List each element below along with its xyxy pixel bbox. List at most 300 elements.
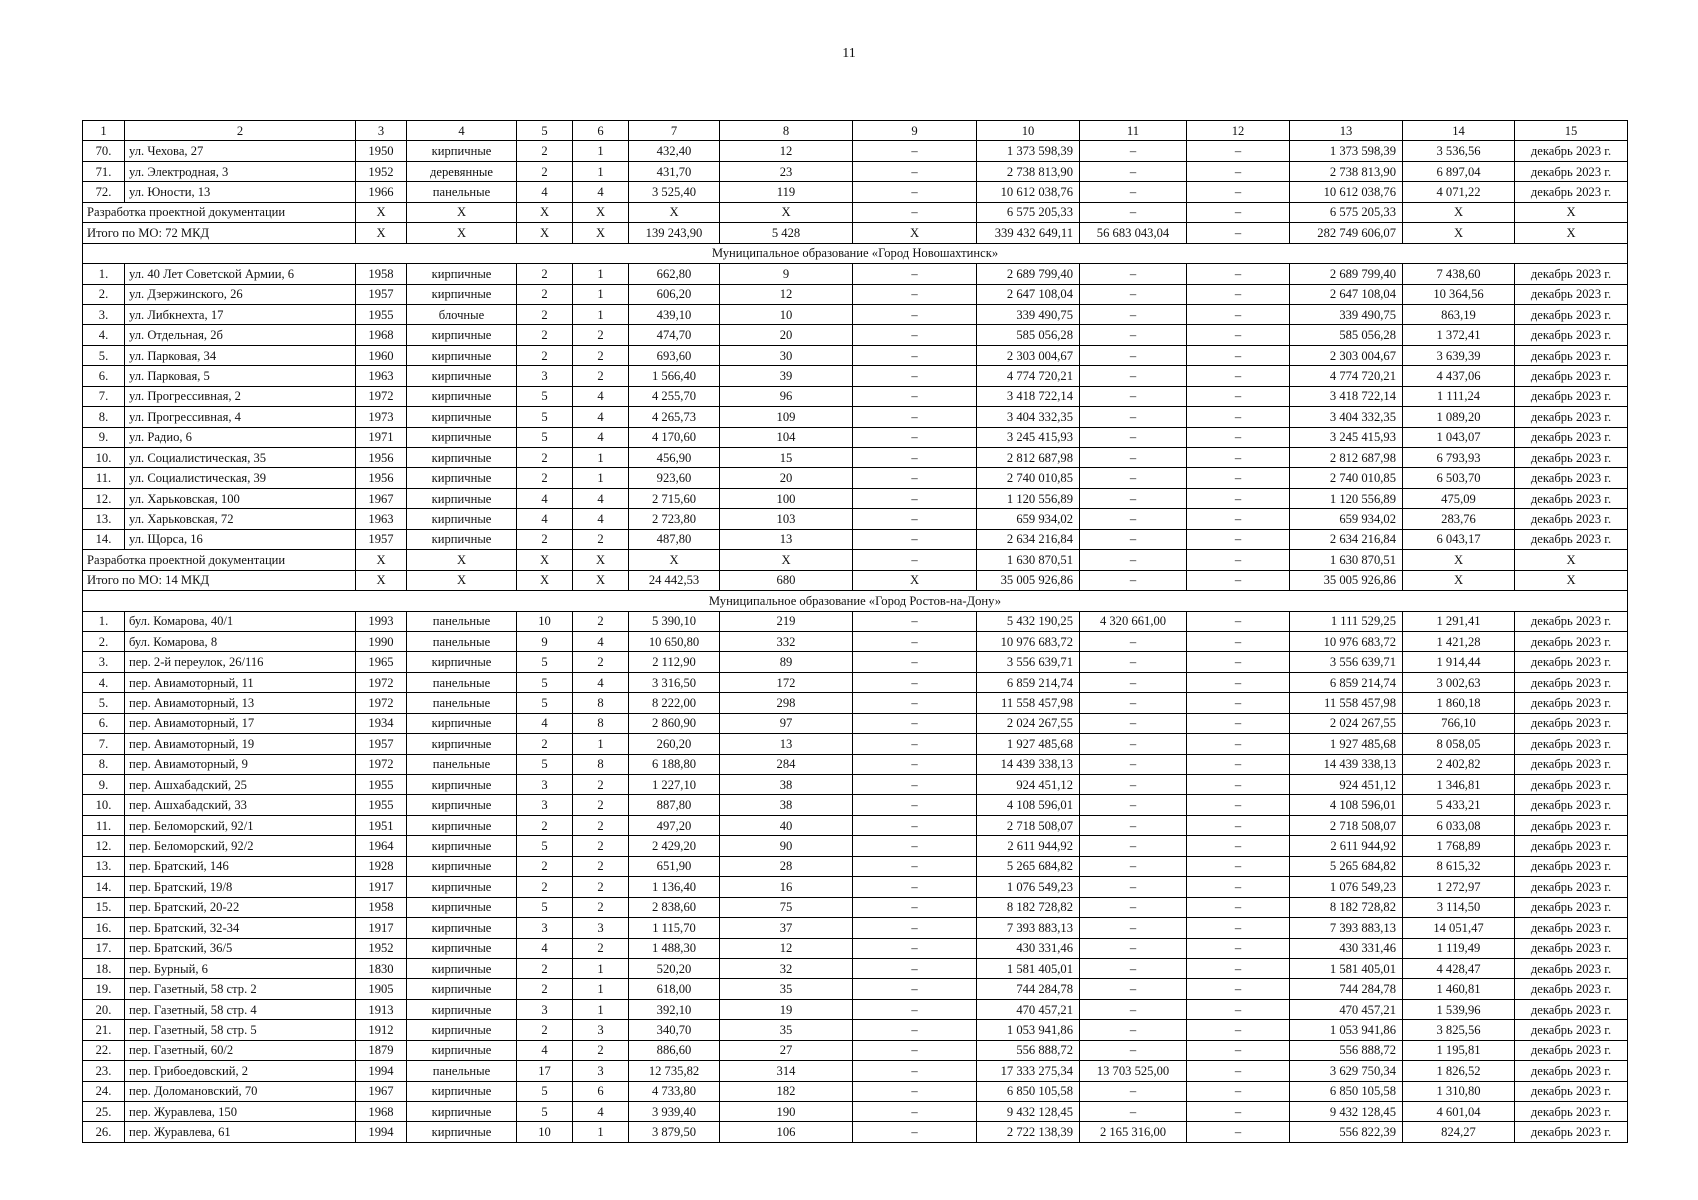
table-cell: –	[1080, 366, 1187, 386]
table-cell: декабрь 2023 г.	[1515, 631, 1628, 651]
table-cell: кирпичные	[407, 1020, 517, 1040]
table-cell: –	[1080, 897, 1187, 917]
table-row	[83, 938, 1628, 958]
table-cell: 3 879,50	[629, 1122, 720, 1142]
summary-cell: 6 575 205,33	[977, 202, 1080, 222]
table-row	[83, 734, 1628, 754]
table-cell: 1 927 485,68	[1290, 734, 1403, 754]
table-row	[83, 1061, 1628, 1081]
table-cell: –	[1187, 856, 1290, 876]
table-cell: декабрь 2023 г.	[1515, 958, 1628, 978]
table-row	[83, 161, 1628, 181]
table-cell: –	[1187, 1102, 1290, 1122]
table-cell: кирпичные	[407, 468, 517, 488]
table-cell: –	[1187, 999, 1290, 1019]
table-cell: 1	[573, 304, 629, 324]
table-cell: 1879	[356, 1040, 407, 1060]
table-cell: 2 024 267,55	[977, 713, 1080, 733]
table-cell: 744 284,78	[977, 979, 1080, 999]
table-cell: кирпичные	[407, 284, 517, 304]
table-cell: 17 333 275,34	[977, 1061, 1080, 1081]
table-row	[83, 672, 1628, 692]
table-cell: 2 740 010,85	[1290, 468, 1403, 488]
table-cell: –	[1080, 325, 1187, 345]
table-cell: 15.	[83, 897, 125, 917]
table-cell: 1990	[356, 631, 407, 651]
section-title: Муниципальное образование «Город Ростов-на-Дону»	[83, 591, 1628, 611]
table-cell: 606,20	[629, 284, 720, 304]
summary-cell: –	[1187, 223, 1290, 243]
table-cell: 1 914,44	[1403, 652, 1515, 672]
summary-label: Разработка проектной документации	[83, 550, 356, 570]
table-cell: 662,80	[629, 264, 720, 284]
table-cell: 339 490,75	[977, 304, 1080, 324]
table-cell: 5	[517, 427, 573, 447]
table-cell: 432,40	[629, 141, 720, 161]
table-cell: пер. Беломорский, 92/1	[125, 815, 356, 835]
summary-label: Итого по МО: 14 МКД	[83, 570, 356, 590]
table-cell: пер. Журавлева, 150	[125, 1102, 356, 1122]
table-cell: 1 272,97	[1403, 877, 1515, 897]
table-cell: ул. Прогрессивная, 2	[125, 386, 356, 406]
table-cell: ул. Радио, 6	[125, 427, 356, 447]
table-cell: пер. Беломорский, 92/2	[125, 836, 356, 856]
table-cell: пер. Братский, 36/5	[125, 938, 356, 958]
table-cell: –	[853, 345, 977, 365]
table-cell: –	[1187, 836, 1290, 856]
table-cell: 4	[573, 386, 629, 406]
table-cell: 1 136,40	[629, 877, 720, 897]
table-cell: кирпичные	[407, 815, 517, 835]
table-row	[83, 693, 1628, 713]
table-cell: 1 860,18	[1403, 693, 1515, 713]
table-cell: –	[1080, 182, 1187, 202]
summary-cell: X	[1403, 223, 1515, 243]
table-cell: 283,76	[1403, 509, 1515, 529]
table-cell: 1	[573, 161, 629, 181]
table-cell: бул. Комарова, 8	[125, 631, 356, 651]
table-cell: 10 612 038,76	[977, 182, 1080, 202]
table-cell: 97	[720, 713, 853, 733]
table-cell: 28	[720, 856, 853, 876]
table-cell: 260,20	[629, 734, 720, 754]
table-cell: 651,90	[629, 856, 720, 876]
table-cell: 6 859 214,74	[977, 672, 1080, 692]
table-cell: 1967	[356, 488, 407, 508]
table-row	[83, 877, 1628, 897]
table-cell: 18.	[83, 958, 125, 978]
table-cell: 10	[517, 611, 573, 631]
table-cell: 1 768,89	[1403, 836, 1515, 856]
table-cell: –	[1080, 734, 1187, 754]
table-cell: 1965	[356, 652, 407, 672]
table-cell: –	[853, 611, 977, 631]
table-cell: 26.	[83, 1122, 125, 1142]
table-cell: декабрь 2023 г.	[1515, 182, 1628, 202]
table-cell: 3 536,56	[1403, 141, 1515, 161]
table-cell: 20	[720, 468, 853, 488]
table-cell: ул. Парковая, 5	[125, 366, 356, 386]
summary-cell: –	[853, 550, 977, 570]
table-cell: 32	[720, 958, 853, 978]
table-cell: кирпичные	[407, 264, 517, 284]
table-cell: кирпичные	[407, 1122, 517, 1142]
table-cell: 3	[517, 366, 573, 386]
table-cell: декабрь 2023 г.	[1515, 325, 1628, 345]
table-cell: –	[1187, 161, 1290, 181]
table-cell: –	[1187, 979, 1290, 999]
table-cell: 392,10	[629, 999, 720, 1019]
table-cell: декабрь 2023 г.	[1515, 529, 1628, 549]
table-cell: ул. 40 Лет Советской Армии, 6	[125, 264, 356, 284]
summary-cell: X	[517, 223, 573, 243]
table-cell: декабрь 2023 г.	[1515, 1122, 1628, 1142]
table-cell: 1912	[356, 1020, 407, 1040]
table-cell: 14 439 338,13	[977, 754, 1080, 774]
summary-cell: –	[853, 202, 977, 222]
column-number-cell: 3	[356, 121, 407, 141]
table-row	[83, 918, 1628, 938]
table-cell: –	[853, 1102, 977, 1122]
column-number-cell: 6	[573, 121, 629, 141]
table-cell: 497,20	[629, 815, 720, 835]
column-number-row	[83, 121, 1628, 141]
table-cell: 1958	[356, 264, 407, 284]
summary-label: Разработка проектной документации	[83, 202, 356, 222]
table-cell: 1955	[356, 304, 407, 324]
table-cell: –	[853, 468, 977, 488]
table-cell: 11 558 457,98	[1290, 693, 1403, 713]
table-cell: –	[853, 652, 977, 672]
table-row	[83, 529, 1628, 549]
table-cell: кирпичные	[407, 734, 517, 754]
table-cell: –	[1187, 264, 1290, 284]
table-cell: 7 438,60	[1403, 264, 1515, 284]
table-cell: –	[1187, 345, 1290, 365]
table-cell: 1 927 485,68	[977, 734, 1080, 754]
table-cell: 1	[573, 734, 629, 754]
table-cell: –	[853, 938, 977, 958]
summary-cell: 282 749 606,07	[1290, 223, 1403, 243]
table-cell: декабрь 2023 г.	[1515, 284, 1628, 304]
table-cell: 1968	[356, 1102, 407, 1122]
table-cell: –	[1080, 1081, 1187, 1101]
table-cell: 2	[517, 161, 573, 181]
table-cell: 2	[517, 325, 573, 345]
table-cell: 659 934,02	[977, 509, 1080, 529]
table-cell: 25.	[83, 1102, 125, 1122]
table-cell: 1957	[356, 529, 407, 549]
table-cell: 887,80	[629, 795, 720, 815]
table-cell: 96	[720, 386, 853, 406]
table-cell: 1 076 549,23	[1290, 877, 1403, 897]
table-cell: –	[1080, 304, 1187, 324]
table-cell: кирпичные	[407, 836, 517, 856]
table-cell: 103	[720, 509, 853, 529]
table-row	[83, 979, 1628, 999]
table-cell: –	[1187, 631, 1290, 651]
table-cell: декабрь 2023 г.	[1515, 856, 1628, 876]
table-cell: 2	[573, 856, 629, 876]
table-cell: 35	[720, 1020, 853, 1040]
table-cell: 6 188,80	[629, 754, 720, 774]
summary-cell: 35 005 926,86	[977, 570, 1080, 590]
summary-cell: X	[573, 570, 629, 590]
table-cell: панельные	[407, 672, 517, 692]
summary-cell: –	[1080, 550, 1187, 570]
table-cell: 470 457,21	[1290, 999, 1403, 1019]
table-cell: 12.	[83, 488, 125, 508]
table-cell: –	[853, 877, 977, 897]
table-cell: 1952	[356, 938, 407, 958]
table-cell: 10	[720, 304, 853, 324]
table-cell: пер. Авиамоторный, 9	[125, 754, 356, 774]
table-cell: декабрь 2023 г.	[1515, 468, 1628, 488]
summary-cell: 6 575 205,33	[1290, 202, 1403, 222]
table-cell: 5 390,10	[629, 611, 720, 631]
table-cell: 659 934,02	[1290, 509, 1403, 529]
section-title-row	[83, 591, 1628, 611]
table-cell: декабрь 2023 г.	[1515, 754, 1628, 774]
table-cell: –	[1187, 141, 1290, 161]
table-cell: 2	[573, 775, 629, 795]
table-cell: 556 888,72	[1290, 1040, 1403, 1060]
table-cell: 585 056,28	[977, 325, 1080, 345]
table-cell: 1972	[356, 693, 407, 713]
table-cell: –	[1080, 754, 1187, 774]
table-cell: 8 182 728,82	[1290, 897, 1403, 917]
table-row	[83, 775, 1628, 795]
table-cell: 4 071,22	[1403, 182, 1515, 202]
table-cell: 1	[573, 468, 629, 488]
table-cell: 5	[517, 672, 573, 692]
table-cell: 2 718 508,07	[1290, 815, 1403, 835]
column-number-cell: 8	[720, 121, 853, 141]
table-cell: 6.	[83, 713, 125, 733]
table-cell: 4	[573, 488, 629, 508]
table-cell: 2 812 687,98	[1290, 448, 1403, 468]
table-cell: 585 056,28	[1290, 325, 1403, 345]
table-cell: 1 372,41	[1403, 325, 1515, 345]
table-cell: 89	[720, 652, 853, 672]
table-cell: декабрь 2023 г.	[1515, 141, 1628, 161]
table-cell: 10 650,80	[629, 631, 720, 651]
table-cell: 104	[720, 427, 853, 447]
table-cell: декабрь 2023 г.	[1515, 611, 1628, 631]
table-cell: 439,10	[629, 304, 720, 324]
table-cell: 3	[517, 918, 573, 938]
table-cell: 1 195,81	[1403, 1040, 1515, 1060]
table-row	[83, 815, 1628, 835]
table-cell: 8 058,05	[1403, 734, 1515, 754]
table-cell: –	[1187, 1040, 1290, 1060]
table-cell: –	[853, 448, 977, 468]
table-cell: 1 310,80	[1403, 1081, 1515, 1101]
table-cell: кирпичные	[407, 529, 517, 549]
table-cell: кирпичные	[407, 488, 517, 508]
table-cell: 2 722 138,39	[977, 1122, 1080, 1142]
table-cell: –	[853, 918, 977, 938]
table-cell: 6 897,04	[1403, 161, 1515, 181]
summary-cell: –	[1187, 202, 1290, 222]
summary-cell: 1 630 870,51	[977, 550, 1080, 570]
table-cell: 14.	[83, 877, 125, 897]
table-cell: 22.	[83, 1040, 125, 1060]
table-cell: –	[1080, 815, 1187, 835]
table-cell: 1 119,49	[1403, 938, 1515, 958]
table-cell: 3	[573, 1020, 629, 1040]
table-cell: 2	[517, 304, 573, 324]
table-cell: 4 601,04	[1403, 1102, 1515, 1122]
table-cell: 1 043,07	[1403, 427, 1515, 447]
table-cell: 2	[573, 1040, 629, 1060]
table-cell: 1913	[356, 999, 407, 1019]
table-cell: 1972	[356, 672, 407, 692]
table-cell: панельные	[407, 611, 517, 631]
table-cell: 7.	[83, 386, 125, 406]
column-number-cell: 7	[629, 121, 720, 141]
table-cell: 1956	[356, 448, 407, 468]
table-cell: 16.	[83, 918, 125, 938]
table-cell: –	[1080, 999, 1187, 1019]
table-cell: –	[1080, 264, 1187, 284]
table-row	[83, 713, 1628, 733]
table-cell: ул. Харьковская, 72	[125, 509, 356, 529]
table-cell: 824,27	[1403, 1122, 1515, 1142]
table-cell: 2 112,90	[629, 652, 720, 672]
table-cell: 1 826,52	[1403, 1061, 1515, 1081]
table-cell: 4 265,73	[629, 407, 720, 427]
table-cell: 2	[517, 877, 573, 897]
table-cell: –	[853, 182, 977, 202]
table-cell: блочные	[407, 304, 517, 324]
table-cell: 4	[517, 509, 573, 529]
table-cell: 766,10	[1403, 713, 1515, 733]
table-cell: 9.	[83, 427, 125, 447]
table-cell: 1 421,28	[1403, 631, 1515, 651]
table-cell: –	[853, 509, 977, 529]
table-row	[83, 141, 1628, 161]
table-cell: 4 320 661,00	[1080, 611, 1187, 631]
table-cell: 1 053 941,86	[977, 1020, 1080, 1040]
table-cell: 4 108 596,01	[1290, 795, 1403, 815]
table-cell: –	[1080, 775, 1187, 795]
table-cell: 556 822,39	[1290, 1122, 1403, 1142]
column-number-cell: 15	[1515, 121, 1628, 141]
table-cell: 8.	[83, 754, 125, 774]
table-cell: –	[1187, 325, 1290, 345]
table-cell: панельные	[407, 182, 517, 202]
table-cell: 12 735,82	[629, 1061, 720, 1081]
summary-cell: X	[853, 223, 977, 243]
table-cell: 430 331,46	[1290, 938, 1403, 958]
table-cell: пер. Братский, 20-22	[125, 897, 356, 917]
table-cell: декабрь 2023 г.	[1515, 345, 1628, 365]
summary-cell: X	[629, 202, 720, 222]
table-cell: бул. Комарова, 40/1	[125, 611, 356, 631]
column-number-cell: 4	[407, 121, 517, 141]
table-cell: 2 024 267,55	[1290, 713, 1403, 733]
table-cell: 4	[517, 1040, 573, 1060]
table-cell: 4	[517, 938, 573, 958]
table-cell: –	[853, 1020, 977, 1040]
table-cell: 1 539,96	[1403, 999, 1515, 1019]
table-cell: 2	[517, 345, 573, 365]
table-cell: декабрь 2023 г.	[1515, 693, 1628, 713]
table-cell: 6 503,70	[1403, 468, 1515, 488]
table-cell: кирпичные	[407, 775, 517, 795]
table-cell: 4 428,47	[1403, 958, 1515, 978]
table-cell: –	[853, 734, 977, 754]
table-cell: 5 265 684,82	[1290, 856, 1403, 876]
summary-cell: 56 683 043,04	[1080, 223, 1187, 243]
table-cell: 21.	[83, 1020, 125, 1040]
table-cell: 38	[720, 775, 853, 795]
table-cell: ул. Отдельная, 2б	[125, 325, 356, 345]
table-cell: 693,60	[629, 345, 720, 365]
table-cell: 1 227,10	[629, 775, 720, 795]
table-cell: ул. Электродная, 3	[125, 161, 356, 181]
table-cell: декабрь 2023 г.	[1515, 713, 1628, 733]
table-cell: 8	[573, 754, 629, 774]
table-cell: 6 033,08	[1403, 815, 1515, 835]
table-cell: 1 566,40	[629, 366, 720, 386]
column-number-cell: 9	[853, 121, 977, 141]
table-cell: –	[1080, 938, 1187, 958]
table-cell: 1957	[356, 284, 407, 304]
table-cell: 1956	[356, 468, 407, 488]
table-cell: кирпичные	[407, 1081, 517, 1101]
table-cell: 2 723,80	[629, 509, 720, 529]
table-cell: пер. Журавлева, 61	[125, 1122, 356, 1142]
table-cell: 9 432 128,45	[1290, 1102, 1403, 1122]
table-cell: 3 939,40	[629, 1102, 720, 1122]
table-cell: –	[1187, 713, 1290, 733]
table-cell: 15	[720, 448, 853, 468]
table-cell: –	[1080, 468, 1187, 488]
table-row	[83, 386, 1628, 406]
table-cell: –	[1080, 427, 1187, 447]
table-cell: кирпичные	[407, 795, 517, 815]
table-cell: –	[853, 366, 977, 386]
table-cell: –	[1080, 631, 1187, 651]
table-cell: –	[1187, 366, 1290, 386]
table-cell: 35	[720, 979, 853, 999]
table-cell: –	[1187, 611, 1290, 631]
table-cell: 109	[720, 407, 853, 427]
table-cell: 119	[720, 182, 853, 202]
table-cell: 7 393 883,13	[977, 918, 1080, 938]
table-cell: –	[1187, 468, 1290, 488]
table-cell: 2	[573, 795, 629, 815]
table-cell: декабрь 2023 г.	[1515, 386, 1628, 406]
table-cell: –	[853, 161, 977, 181]
summary-cell: 1 630 870,51	[1290, 550, 1403, 570]
table-cell: –	[1080, 693, 1187, 713]
table-cell: –	[1187, 754, 1290, 774]
table-cell: 4 255,70	[629, 386, 720, 406]
summary-cell: 339 432 649,11	[977, 223, 1080, 243]
table-cell: 470 457,21	[977, 999, 1080, 1019]
table-row	[83, 488, 1628, 508]
summary-cell: X	[407, 223, 517, 243]
table-cell: 1967	[356, 1081, 407, 1101]
table-cell: –	[1187, 1081, 1290, 1101]
table-cell: кирпичные	[407, 427, 517, 447]
table-cell: 8	[573, 713, 629, 733]
table-cell: –	[1080, 529, 1187, 549]
table-cell: 8 615,32	[1403, 856, 1515, 876]
